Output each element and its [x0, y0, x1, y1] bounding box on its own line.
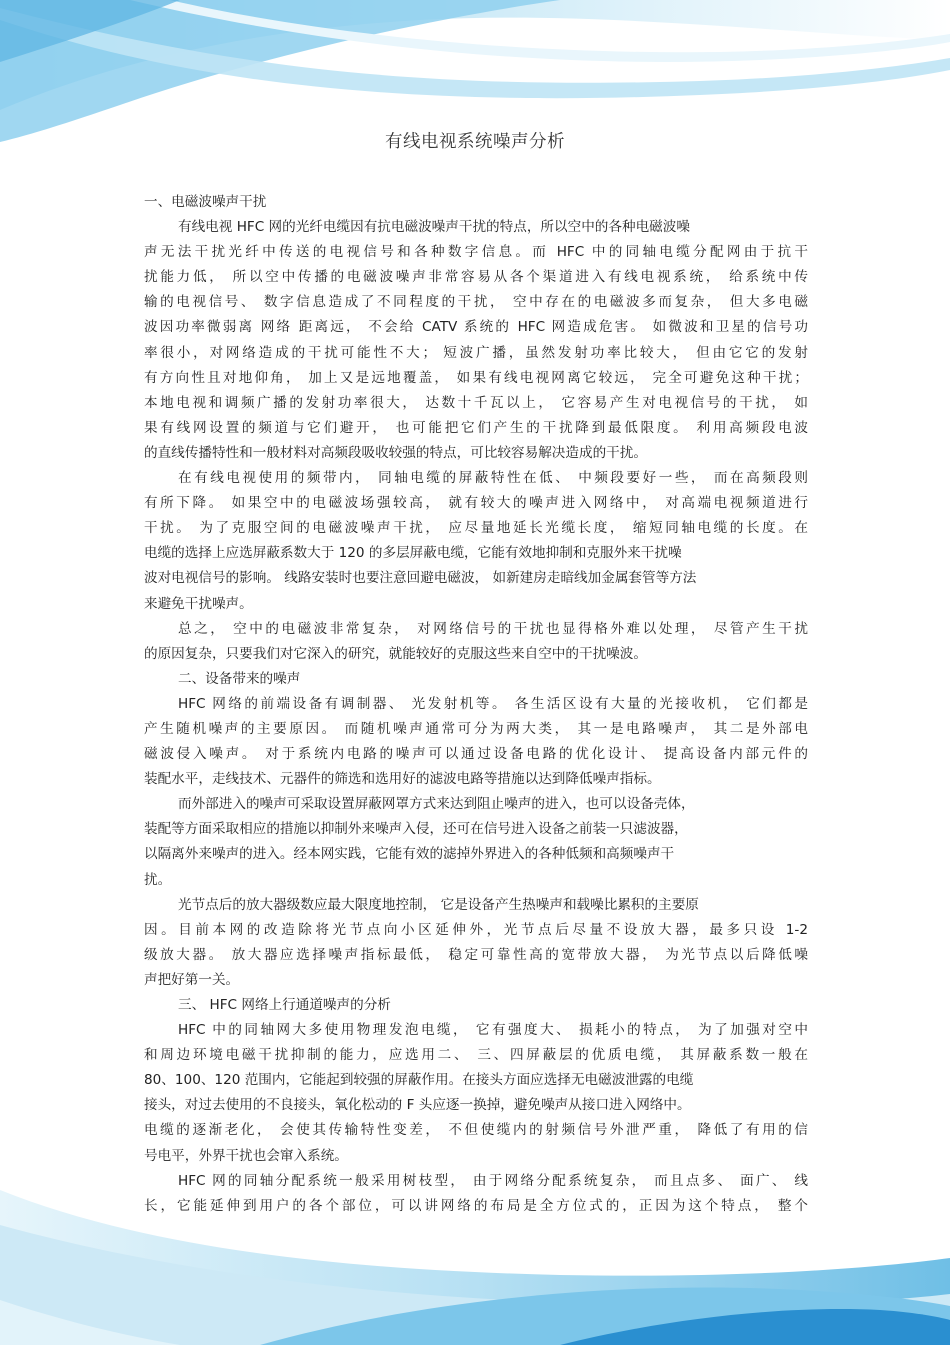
- text-line: 二、设备带来的噪声: [178, 670, 301, 687]
- text-line: 电缆的逐渐老化， 会使其传输特性变差， 不但使缆内的射频信号外泄严重， 降低了有用的信: [144, 1122, 808, 1139]
- text-line: 一、电磁波噪声干扰: [144, 194, 267, 210]
- text-line: 80、100、120 范围内，它能起到较强的屏蔽作用。在接头方面应选择无电磁波泄露的电缆: [144, 1072, 694, 1089]
- text-line: 电缆的选择上应选屏蔽系数大于 120 的多层屏蔽电缆，它能有效地抑制和克服外来干扰噪: [144, 545, 682, 562]
- text-line: 装配水平，走线技术、元器件的筛选和选用好的滤波电路等措施以达到降低噪声指标。: [144, 771, 661, 788]
- text-line: 扰能力低， 所以空中传播的电磁波噪声非常容易从各个渠道进入有线电视系统， 给系统中传: [144, 269, 808, 286]
- text-line: HFC 中的同轴网大多使用物理发泡电缆， 它有强度大、 损耗小的特点， 为了加强对空中: [178, 1022, 808, 1039]
- text-line: 率很小，对网络造成的干扰可能性不大； 短波广播，虽然发射功率比较大， 但由它它的发射: [144, 344, 808, 361]
- text-line: 波因功率微弱离 网络 距离远， 不会给 CATV 系统的 HFC 网造成危害。 如微波和卫星的信号功: [144, 319, 808, 336]
- text-line: 以隔离外来噪声的进入。经本网实践，它能有效的滤掉外界进入的各种低频和高频噪声干: [144, 846, 675, 863]
- text-line: 接头，对过去使用的不良接头，氧化松动的 F 头应逐一换掉，避免噪声从接口进入网络中。: [144, 1097, 691, 1114]
- text-line: 有线电视 HFC 网的光纤电缆因有抗电磁波噪声干扰的特点，所以空中的各种电磁波噪: [178, 219, 690, 236]
- text-line: 的原因复杂，只要我们对它深入的研究，就能较好的克服这些来自空中的干扰噪波。: [144, 645, 647, 662]
- text-line: 和周边环境电磁干扰抑制的能力，应选用二、 三、四屏蔽层的优质电缆， 其屏蔽系数一般在: [144, 1047, 808, 1064]
- text-line: 声无法干扰光纤中传送的电视信号和各种数字信息。而 HFC 中的同轴电缆分配网由于抗干: [144, 244, 808, 261]
- text-line: 光节点后的放大器级数应最大限度地控制， 它是设备产生热噪声和载噪比累积的主要原: [178, 896, 699, 913]
- text-line: 有方向性且对地仰角， 加上又是远地覆盖， 如果有线电视网离它较远， 完全可避免这种干扰；: [144, 369, 808, 386]
- text-line: 声把好第一关。: [144, 971, 240, 988]
- text-line: 而外部进入的噪声可采取设置屏蔽网罩方式来达到阻止噪声的进入，也可以设备壳体，: [178, 796, 695, 813]
- text-line: 级放大器。 放大器应选择噪声指标最低， 稳定可靠性高的宽带放大器， 为光节点以后降低噪: [144, 946, 808, 963]
- text-line: 三、 HFC 网络上行通道噪声的分析: [178, 997, 391, 1013]
- text-line: 总之， 空中的电磁波非常复杂， 对网络信号的干扰也显得格外难以处理， 尽管产生干扰: [178, 620, 808, 637]
- text-line: 干扰。 为了克服空间的电磁波噪声干扰， 应尽量地延长光缆长度， 缩短同轴电缆的长度。在: [144, 520, 808, 537]
- text-line: HFC 网的同轴分配系统一般采用树枝型， 由于网络分配系统复杂， 而且点多、 面广、 线: [178, 1172, 808, 1189]
- text-line: 长，它能延伸到用户的各个部位，可以讲网络的布局是全方位式的，正因为这个特点， 整个: [144, 1197, 808, 1214]
- document-title: 有线电视系统噪声分析: [385, 132, 565, 152]
- text-line: 有所下降。 如果空中的电磁波场强较高， 就有较大的噪声进入网络中， 对高端电视频道进行: [144, 495, 808, 512]
- text-line: 磁波侵入噪声。 对于系统内电路的噪声可以通过设备电路的优化设计、 提高设备内部元件的: [144, 746, 808, 763]
- text-line: 装配等方面采取相应的措施以抑制外来噪声入侵，还可在信号进入设备之前装一只滤波器，: [144, 821, 688, 838]
- text-line: 号电平，外界干扰也会窜入系统。: [144, 1147, 348, 1164]
- text-line: 本地电视和调频广播的发射功率很大， 达数十千瓦以上， 它容易产生对电视信号的干扰， 如: [144, 394, 808, 411]
- text-line: 扰。: [144, 871, 172, 888]
- text-line: 波对电视信号的影响。 线路安装时也要注意回避电磁波， 如新建房走暗线加金属套管等方法: [144, 570, 697, 587]
- text-line: 因。目前本网的改造除将光节点向小区延伸外，光节点后尽量不设放大器，最多只设 1-2: [144, 921, 808, 938]
- text-line: 在有线电视使用的频带内， 同轴电缆的屏蔽特性在低、 中频段要好一些， 而在高频段则: [178, 470, 808, 487]
- text-line: 输的电视信号、 数字信息造成了不同程度的干扰， 空中存在的电磁波多而复杂， 但大多电磁: [144, 294, 808, 311]
- text-line: 来避免干扰噪声。: [144, 595, 253, 612]
- text-line: HFC 网络的前端设备有调制器、 光发射机等。 各生活区设有大量的光接收机， 它们都是: [178, 695, 808, 712]
- text-line: 果有线网设置的频道与它们避开， 也可能把它们产生的干扰降到最低限度。 利用高频段电波: [144, 419, 808, 436]
- text-line: 产生随机噪声的主要原因。 而随机噪声通常可分为两大类， 其一是电路噪声， 其二是外部电: [144, 720, 808, 737]
- text-line: 的直线传播特性和一般材料对高频段吸收较强的特点，可比较容易解决造成的干扰。: [144, 444, 647, 461]
- document-body: [144, 190, 808, 1219]
